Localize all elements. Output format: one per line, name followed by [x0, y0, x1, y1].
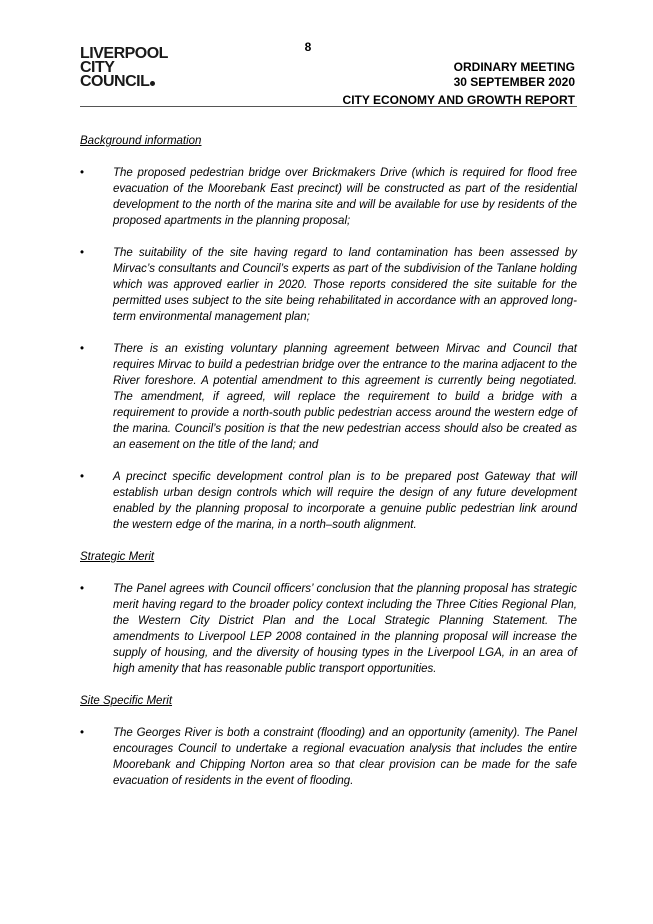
council-logo: [80, 47, 168, 89]
report-header: [343, 60, 575, 108]
report-title: CITY ECONOMY AND GROWTH REPORT: [342, 93, 575, 107]
list-item: • The Georges River is both a constraint (flooding) and an opportunity (amenity). The Panel encourages Council to undertake a regional evacuation analysis that includes the entire Moorebank and Chipping Norton area so that clear provision can be made for the safe evacuation of residents in the event of flooding.: [80, 727, 577, 787]
meeting-title: ORDINARY MEETING: [453, 60, 575, 74]
list-item: • A precinct specific development control plan is to be prepared post Gateway that will establish urban design controls which will require the design of any future development enabled by the planning proposal to incorporate a genuine public pedestrian link around the western edge of the marina, in a north–south alignment.: [80, 471, 577, 531]
logo-line: LIVERPOOL: [80, 45, 168, 62]
section-background: [80, 133, 577, 533]
document-body: [80, 133, 577, 805]
bullet-icon: •: [80, 167, 85, 179]
section-site-specific-merit: [80, 693, 577, 789]
logo-line: CITY: [80, 59, 115, 76]
bullet-icon: •: [80, 471, 85, 483]
section-heading: Strategic Merit: [80, 551, 155, 563]
list-item: • The suitability of the site having regard to land contamination has been assessed by Mirvac’s consultants and Council’s experts as part of the subdivision of the Tanlane holding which was approved earlier in 2020. Those reports considered the site suitable for the permitted uses subject to the site being rehabilitated in accordance with an approved long-term environmental management plan;: [80, 247, 577, 323]
section-heading: Site Specific Merit: [80, 695, 173, 707]
meeting-date: 30 SEPTEMBER 2020: [453, 75, 575, 89]
section-strategic-merit: [80, 549, 577, 677]
bullet-icon: •: [80, 343, 85, 355]
bullet-icon: •: [80, 583, 85, 595]
list-item: • The proposed pedestrian bridge over Brickmakers Drive (which is required for flood free evacuation of the Moorebank East precinct) will be constructed as part of the residential development to the north of the marina site and will be available for use by residents of the proposed apartments in the planning proposal;: [80, 167, 577, 227]
list-item: • The Panel agrees with Council officers’ conclusion that the planning proposal has strategic merit having regard to the broader policy context including the Three Cities Regional Plan, the Western City District Plan and the Local Strategic Planning Statement. The amendments to Liverpool LEP 2008 contained in the planning proposal will increase the supply of housing, and the diversity of housing types in the Liverpool LGA, in an area of high amenity that has reasonable public transport opportunities.: [80, 583, 577, 675]
logo-line: COUNCIL: [80, 75, 168, 89]
logo-dot-icon: [150, 81, 155, 86]
header-divider: [80, 106, 577, 107]
page-number: 8: [304, 40, 312, 54]
section-heading: Background information: [80, 135, 202, 147]
bullet-icon: •: [80, 247, 85, 259]
bullet-icon: •: [80, 727, 85, 739]
list-item: • There is an existing voluntary planning agreement between Mirvac and Council that requires Mirvac to build a pedestrian bridge over the entrance to the marina adjacent to the River foreshore. A potential amendment to this agreement is currently being negotiated. The amendment, if agreed, will replace the requirement to build a bridge with a requirement to provide a north-south public pedestrian access around the western edge of the marina. Council’s position is that the new pedestrian access should also be created as an easement on the title of the land; and: [80, 343, 577, 451]
